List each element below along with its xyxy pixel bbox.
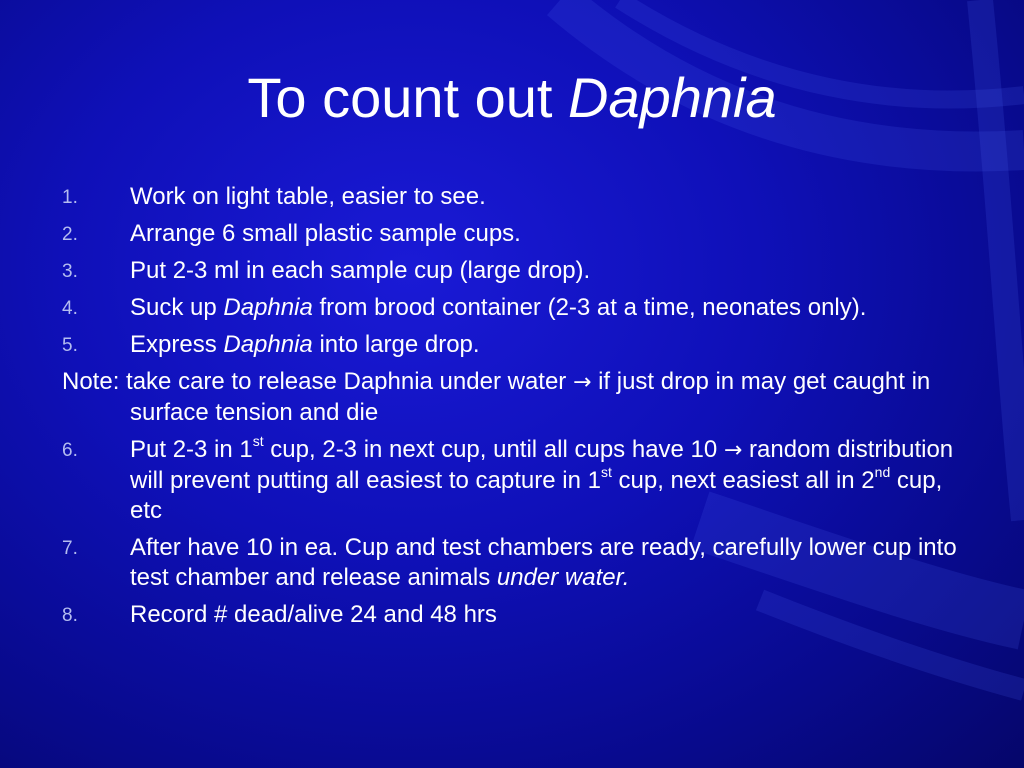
list-number: 4.: [62, 298, 78, 319]
list-text: Record # dead/alive 24 and 48 hrs: [130, 601, 497, 628]
list-text: Put 2-3 in 1st cup, 2-3 in next cup, until all cups have 10 → random distribution will prevent putting all easiest to capture in 1st cup, next easiest all in 2nd cup, etc: [130, 433, 954, 524]
arrow-right-icon: →: [723, 438, 743, 463]
list-text: Arrange 6 small plastic sample cups.: [130, 220, 521, 247]
list-number: 8.: [62, 605, 78, 626]
list-number: 6.: [62, 440, 78, 461]
list-item: [62, 600, 962, 630]
list-number: 3.: [62, 261, 78, 282]
list-text: Put 2-3 ml in each sample cup (large drop).: [130, 257, 591, 284]
list-item: [62, 533, 962, 593]
note-paragraph: Note: take care to release Daphnia under water → if just drop in may get caught in surface tension and die: [62, 368, 931, 426]
list-item: [62, 330, 962, 360]
content-list: [62, 182, 962, 637]
list-number: 2.: [62, 224, 78, 245]
list-text: Suck up Daphnia from brood container (2-3 at a time, neonates only).: [130, 294, 867, 321]
list-item: [62, 182, 962, 212]
list-item: [62, 219, 962, 249]
list-text: Express Daphnia into large drop.: [130, 331, 480, 358]
arrow-right-icon: →: [572, 370, 592, 395]
list-number: 7.: [62, 538, 78, 559]
list-text: After have 10 in ea. Cup and test chambers are ready, carefully lower cup into test chamber and release animals under water.: [130, 534, 957, 591]
list-item: [62, 435, 962, 526]
page-title: To count out Daphnia: [247, 66, 777, 129]
title-italic: Daphnia: [568, 66, 777, 129]
list-number: 1.: [62, 187, 78, 208]
list-number: 5.: [62, 335, 78, 356]
list-item: [62, 256, 962, 286]
list-item: [62, 293, 962, 323]
list-text: Work on light table, easier to see.: [130, 183, 486, 210]
